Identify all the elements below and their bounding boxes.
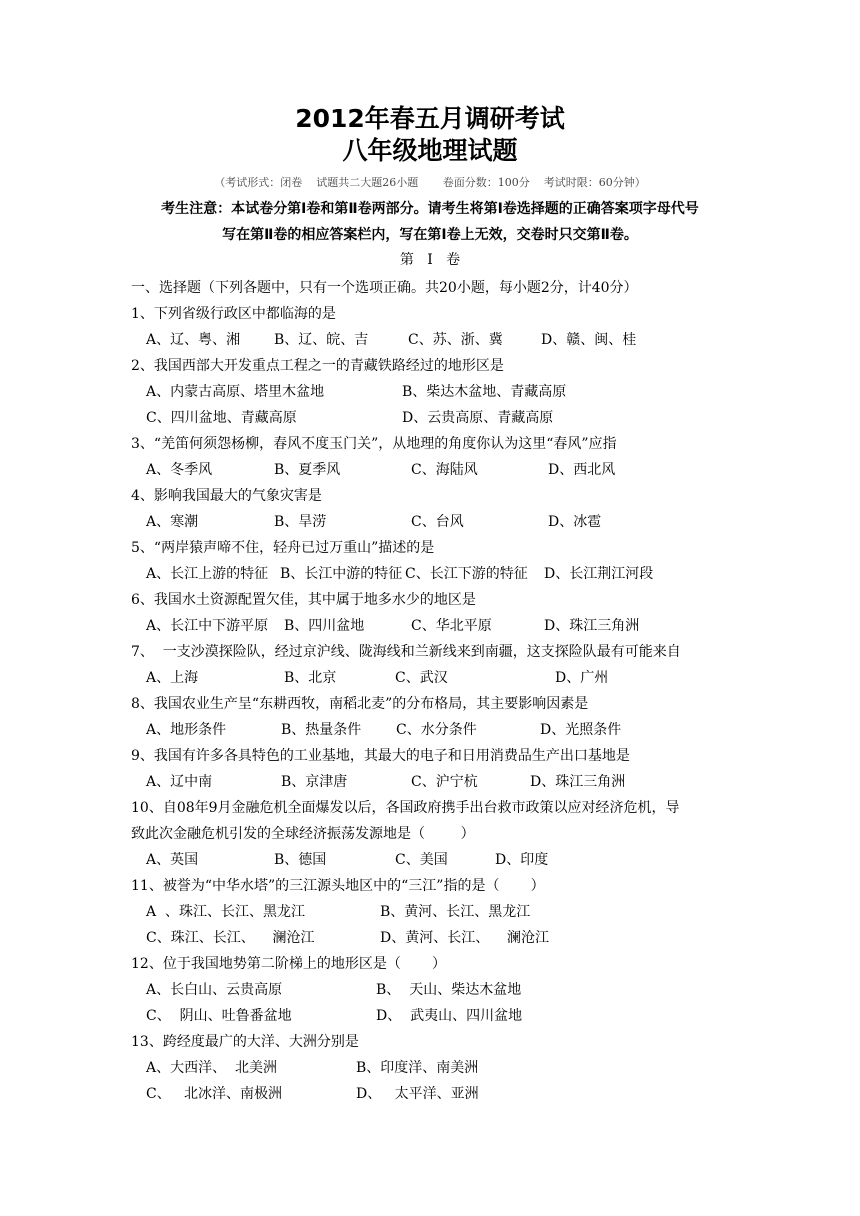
option-c: C、 阴山、吐鲁番盆地 (146, 1008, 292, 1024)
option-a: A、长江中下游平原 (146, 618, 269, 634)
option-b: B、德国 (274, 852, 327, 868)
option-b: B、旱涝 (274, 514, 327, 530)
question-stem: 12、位于我国地势第二阶梯上的地形区是（ ） (131, 956, 446, 972)
option-d: D、 太平洋、亚洲 (356, 1086, 479, 1102)
option-a: A、地形条件 (146, 722, 227, 738)
option-c: C、台风 (411, 514, 464, 530)
question-stem-continued: 致此次金融危机引发的全球经济振荡发源地是（ ） (131, 826, 475, 842)
option-d: D、珠江三角洲 (530, 774, 626, 790)
option-b: B、四川盆地 (284, 618, 365, 634)
option-a: A、辽、粤、湘 (146, 332, 241, 348)
option-c: C、海陆风 (411, 462, 478, 478)
option-d: D、赣、闽、桂 (541, 332, 637, 348)
question-stem: 7、 一支沙漠探险队，经过京沪线、陇海线和兰新线来到南疆，这支探险队最有可能来自 (131, 644, 681, 660)
option-a: A、大西洋、 北美洲 (146, 1060, 278, 1076)
option-b: B、印度洋、南美洲 (356, 1060, 479, 1076)
question-stem: 6、我国水土资源配置欠佳，其中属于地多水少的地区是 (131, 592, 476, 608)
option-a: A、寒潮 (146, 514, 199, 530)
exam-meta: （考试形式：闭卷 试题共二大题26小题 卷面分数：100分 考试时限：60分钟） (214, 176, 646, 189)
option-b: B、黄河、长江、黑龙江 (380, 904, 531, 920)
option-c: C、美国 (395, 852, 448, 868)
option-b: B、长江中游的特征 (280, 566, 403, 582)
option-c: C、沪宁杭 (411, 774, 478, 790)
notice-line-2: 写在第Ⅱ卷的相应答案栏内，写在第Ⅰ卷上无效，交卷时只交第Ⅱ卷。 (222, 227, 638, 243)
option-d: D、光照条件 (540, 722, 622, 738)
option-a: A、上海 (146, 670, 199, 686)
option-d: D、印度 (495, 852, 549, 868)
notice-line-1: 考生注意：本试卷分第Ⅰ卷和第Ⅱ卷两部分。请考生将第Ⅰ卷选择题的正确答案项字母代号 (161, 201, 699, 217)
option-b: B、夏季风 (274, 462, 341, 478)
option-c: C、苏、浙、冀 (408, 332, 503, 348)
option-a: A、辽中南 (146, 774, 213, 790)
option-b: B、京津唐 (281, 774, 348, 790)
question-stem: 3、“羌笛何须怨杨柳，春风不度玉门关”，从地理的角度你认为这里“春风”应指 (131, 436, 617, 452)
option-a: A、长江上游的特征 (146, 566, 269, 582)
exam-title: 2012年春五月调研考试 (295, 104, 565, 133)
option-d: D、冰雹 (548, 514, 602, 530)
option-b: B、柴达木盆地、青藏高原 (402, 384, 567, 400)
exam-subtitle: 八年级地理试题 (342, 136, 518, 165)
question-stem: 8、我国农业生产呈“东耕西牧，南稻北麦”的分布格局，其主要影响因素是 (131, 696, 589, 712)
option-c: C、珠江、长江、 澜沧江 (146, 930, 315, 946)
option-c: C、 北冰洋、南极洲 (146, 1086, 283, 1102)
option-a: A、冬季风 (146, 462, 213, 478)
question-stem: 5、“两岸猿声啼不住，轻舟已过万重山”描述的是 (131, 540, 435, 556)
question-stem: 1、下列省级行政区中都临海的是 (131, 306, 336, 322)
option-a: A、内蒙古高原、塔里木盆地 (146, 384, 325, 400)
section-heading: 一、选择题（下列各题中，只有一个选项正确。共20小题，每小题2分，计40分） (131, 280, 638, 296)
option-b: B、北京 (284, 670, 337, 686)
option-c: C、武汉 (395, 670, 448, 686)
option-b: B、 天山、柴达木盆地 (376, 982, 522, 998)
question-stem: 11、被誉为“中华水塔”的三江源头地区中的“三江”指的是（ ） (131, 878, 545, 894)
option-d: D、 武夷山、四川盆地 (376, 1008, 523, 1024)
question-stem: 2、我国西部大开发重点工程之一的青藏铁路经过的地形区是 (131, 358, 504, 374)
option-c: C、四川盆地、青藏高原 (146, 410, 297, 426)
option-d: D、长江荆江河段 (544, 566, 654, 582)
option-b: B、辽、皖、吉 (274, 332, 369, 348)
option-c: C、华北平原 (411, 618, 492, 634)
option-d: D、珠江三角洲 (544, 618, 640, 634)
question-stem: 4、影响我国最大的气象灾害是 (131, 488, 322, 504)
option-c: C、长江下游的特征 (405, 566, 528, 582)
option-d: D、黄河、长江、 澜沧江 (380, 930, 550, 946)
option-d: D、云贵高原、青藏高原 (402, 410, 554, 426)
question-stem: 10、自08年9月金融危机全面爆发以后，各国政府携手出台救市政策以应对经济危机，导 (131, 800, 680, 816)
option-d: D、广州 (555, 670, 609, 686)
option-a: A、长白山、云贵高原 (146, 982, 283, 998)
option-a: A、英国 (146, 852, 199, 868)
option-b: B、热量条件 (281, 722, 362, 738)
option-d: D、西北风 (548, 462, 616, 478)
question-stem: 9、我国有许多各具特色的工业基地，其最大的电子和日用消费品生产出口基地是 (131, 748, 630, 764)
option-c: C、水分条件 (396, 722, 477, 738)
question-stem: 13、跨经度最广的大洋、大洲分别是 (131, 1034, 359, 1050)
volume-heading: 第 Ⅰ 卷 (399, 252, 461, 268)
option-a: A 、珠江、长江、黑龙江 (146, 904, 306, 920)
